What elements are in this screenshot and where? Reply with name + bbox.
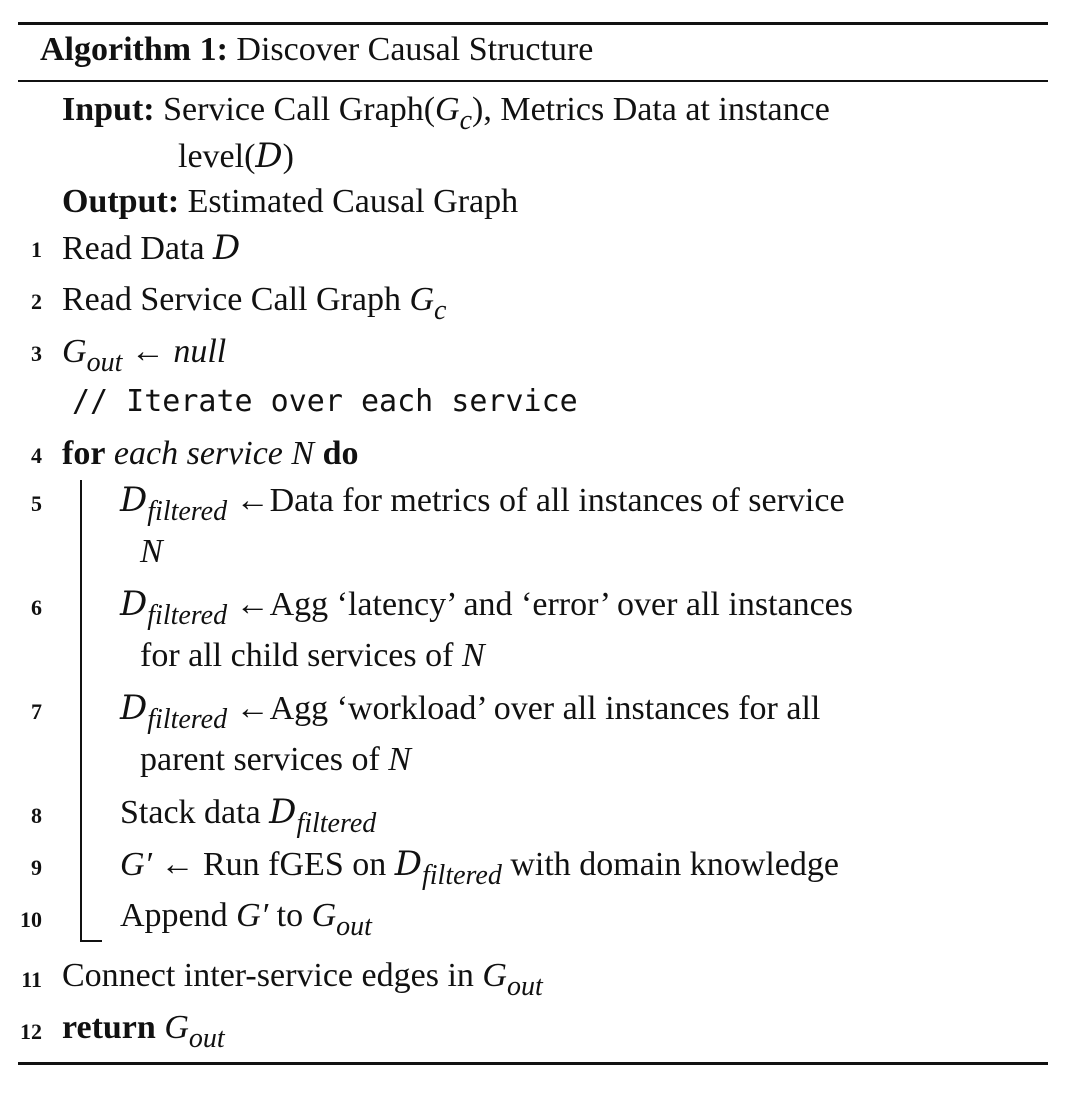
line-number: 10 [20,907,42,932]
symbol-n: N [388,741,411,778]
line-number: 12 [20,1019,42,1044]
subscript-c: c [434,295,447,326]
symbol-g-prime: G′ [120,846,152,883]
line-text: Read Service Call Graph [62,281,410,318]
symbol-d: D [213,228,241,268]
algorithm-name: Discover Causal Structure [236,31,594,68]
line-number: 8 [31,803,42,828]
line-6-cont [140,630,485,682]
symbol-d: D [120,480,148,520]
input-text: Service Call Graph( [163,91,436,128]
output-keyword: Output: [62,183,180,220]
line-number: 11 [21,967,42,992]
line-text-cont: parent services of [140,741,389,778]
line-10 [120,890,372,953]
line-number: 9 [31,855,42,880]
loop-scope-bar [80,480,82,942]
subscript-filtered: filtered [422,860,502,891]
title-rule [18,80,1048,82]
line-text: Append [120,897,237,934]
line-1 [62,222,240,275]
symbol-d: D [120,688,148,728]
symbol-n: N [461,637,485,674]
symbol-g: G [482,957,507,994]
algorithm-label: Algorithm 1: [40,31,228,68]
top-rule [18,22,1048,25]
line-text: ←Agg ‘workload’ over all instances for all [235,690,821,727]
subscript-out: out [188,1023,225,1054]
input-text-close: ) [282,138,294,175]
line-number: 3 [31,341,42,366]
output-line [62,176,518,228]
line-text: ← Run fGES on [152,846,395,883]
loop-scope-end [80,940,102,942]
symbol-g: G [409,281,434,318]
null-value: null [173,333,227,370]
line-number: 4 [31,443,42,468]
line-text: ←Agg ‘latency’ and ‘error’ over all instances [235,586,854,623]
subscript-out: out [86,347,123,378]
for-keyword: for [62,435,106,472]
subscript-out: out [506,971,543,1002]
line-number: 6 [31,595,42,620]
output-text: Estimated Causal Graph [187,183,519,220]
symbol-d: D [120,584,148,624]
line-text: Connect inter-service edges in [62,957,483,994]
symbol-g: G [311,897,337,934]
line-7-cont [140,734,411,786]
symbol-n: N [140,533,163,570]
symbol-g: G [435,91,460,128]
loop-condition: each service N [113,435,315,472]
comment-line: // Iterate over each service [72,384,578,419]
subscript-filtered: filtered [147,600,228,631]
input-text-level: level( [178,138,256,175]
line-text: ←Data for metrics of all instances of service [235,482,845,519]
line-number: 2 [31,289,42,314]
subscript-filtered: filtered [296,808,377,839]
line-12 [62,1002,225,1065]
line-text-cont: with domain knowledge [501,846,839,883]
algorithm-title [40,28,593,72]
symbol-d: D [255,136,283,176]
subscript-out: out [336,911,372,942]
line-4 [62,428,358,480]
input-keyword: Input: [62,91,155,128]
do-keyword: do [322,435,359,472]
subscript-filtered: filtered [147,704,228,735]
line-text: Read Data [62,230,214,267]
bottom-rule [18,1062,1048,1065]
line-text-cont: to [268,897,312,934]
line-number: 1 [31,237,42,262]
symbol-d: D [394,844,422,884]
line-number: 7 [31,699,42,724]
line-text-cont: for all child services of [140,637,462,674]
symbol-d: D [269,792,297,832]
return-keyword: return [62,1009,156,1046]
input-text-cont: ), Metrics Data at instance [472,91,830,128]
subscript-c: c [459,105,473,136]
line-5 [120,474,845,538]
symbol-g-prime: G′ [236,897,269,934]
assign-arrow: ← [122,333,174,370]
symbol-g: G [62,333,87,370]
line-5-cont [140,526,163,578]
line-text: Stack data [120,794,270,831]
line-number: 5 [31,491,42,516]
subscript-filtered: filtered [147,496,228,527]
symbol-g: G [164,1009,189,1046]
